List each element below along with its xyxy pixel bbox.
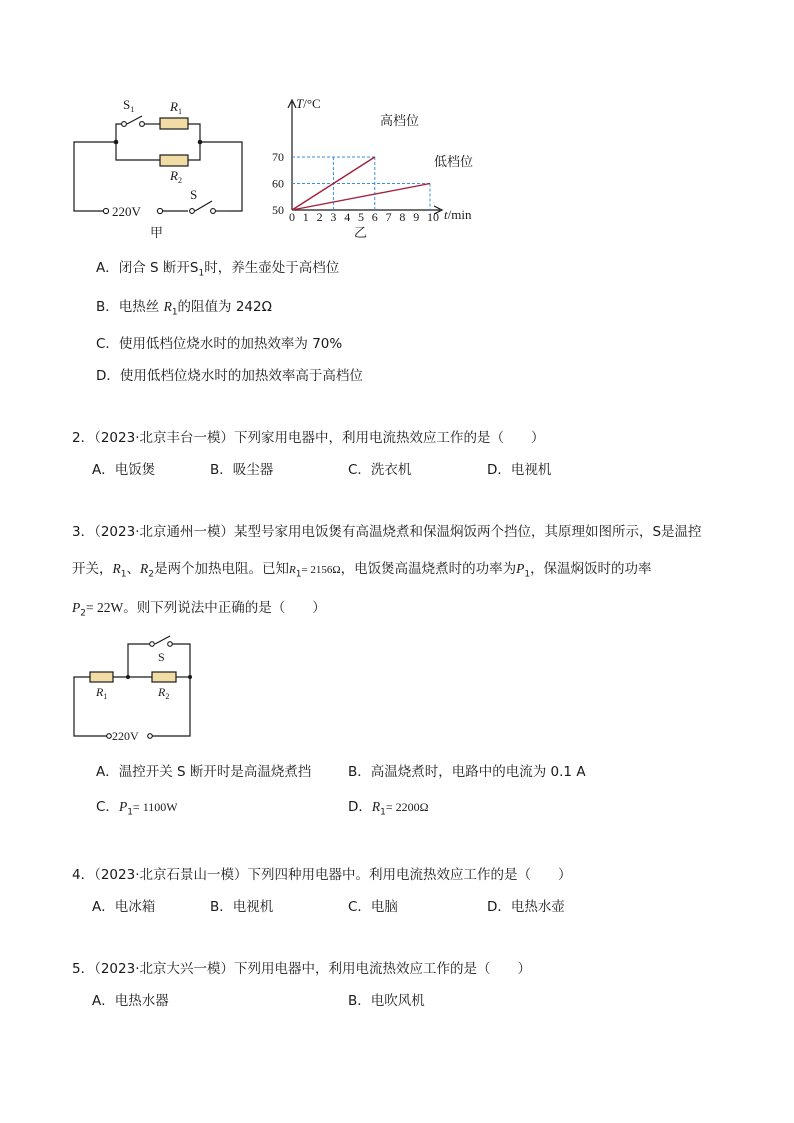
x-tick-label: 6 bbox=[371, 210, 378, 224]
label-r1: $R_1$ bbox=[170, 99, 182, 116]
caption-yi: 乙 bbox=[354, 225, 368, 240]
q5-option-a[interactable]: A．电热水器 bbox=[92, 993, 169, 1009]
x-tick-label: 5 bbox=[358, 210, 364, 224]
q3-option-d[interactable]: D．$R_1= 2200\Omega$ bbox=[348, 799, 429, 818]
x-tick-label: 0 bbox=[289, 210, 295, 224]
x-tick-label: 10 bbox=[427, 210, 439, 224]
q1-option-a[interactable]: A．闭合 S 断开$S_1$时，养生壶处于高档位 bbox=[96, 260, 340, 279]
label-s: S bbox=[190, 187, 198, 202]
x-tick-label: 7 bbox=[385, 210, 392, 224]
high-series-label: 高档位 bbox=[380, 113, 420, 128]
circuit-diagram-jia bbox=[60, 92, 260, 242]
q1-option-d[interactable]: D．使用低档位烧水时的加热效率高于高档位 bbox=[96, 368, 363, 384]
label-voltage: 220V bbox=[112, 204, 141, 219]
q3-label-r1: $R_1$ bbox=[96, 685, 108, 701]
y-tick-label: 50 bbox=[272, 203, 284, 217]
label-r2: $R_2$ bbox=[170, 168, 182, 185]
q2-option-c[interactable]: C．洗衣机 bbox=[348, 462, 412, 478]
q3-label-s: S bbox=[158, 650, 165, 664]
q1-option-b[interactable]: B．电热丝 $R_1$的阻值为 242Ω bbox=[96, 299, 272, 318]
caption-jia: 甲 bbox=[150, 225, 164, 240]
label-s1: $S_1$ bbox=[123, 97, 135, 114]
q4-option-a[interactable]: A．电冰箱 bbox=[92, 899, 156, 915]
q4-option-b[interactable]: B．电视机 bbox=[210, 899, 274, 915]
q3-option-c[interactable]: C．$P_1= 1100W$ bbox=[96, 799, 178, 818]
temperature-time-chart bbox=[268, 92, 490, 242]
y-axis-label: T/°C bbox=[296, 96, 321, 111]
circuit-diagram-q3 bbox=[66, 632, 206, 747]
q5-stem: 5．（2023·北京大兴一模）下列用电器中，利用电流热效应工作的是（ ） bbox=[72, 961, 531, 977]
x-tick-label: 8 bbox=[399, 210, 406, 224]
q4-option-d[interactable]: D．电热水壶 bbox=[487, 899, 565, 915]
q3-stem-line2: 开关，$R_1$、$R_2$是两个加热电阻。已知$R_1= 2156\Omega$，电饭煲高温烧煮时的功率为$P_1$，保温焖饭时的功率 bbox=[72, 561, 652, 580]
q3-label-r2: $R_2$ bbox=[158, 685, 170, 701]
x-tick-label: 9 bbox=[413, 210, 420, 224]
q3-option-a[interactable]: A．温控开关 S 断开时是高温烧煮挡 bbox=[96, 764, 312, 780]
y-tick-label: 60 bbox=[272, 176, 284, 191]
q3-stem-line3: $P_2= 22W$。则下列说法中正确的是（ ） bbox=[72, 600, 326, 619]
q3-label-voltage: 220V bbox=[112, 729, 139, 743]
y-tick-label: 70 bbox=[272, 150, 284, 164]
x-axis-label: t/min bbox=[444, 207, 472, 222]
x-tick-label: 1 bbox=[302, 210, 309, 224]
q2-option-b[interactable]: B．吸尘器 bbox=[210, 462, 274, 478]
x-tick-label: 3 bbox=[330, 210, 337, 224]
low-series-label: 低档位 bbox=[434, 154, 474, 169]
q5-option-b[interactable]: B．电吹风机 bbox=[348, 993, 425, 1009]
q2-option-d[interactable]: D．电视机 bbox=[487, 462, 552, 478]
q3-stem-line1: 3．（2023·北京通州一模）某型号家用电饭煲有高温烧煮和保温焖饭两个挡位，其原理如图所示，S是温控 bbox=[72, 524, 702, 540]
q4-option-c[interactable]: C．电脑 bbox=[348, 899, 398, 915]
q1-option-c[interactable]: C．使用低档位烧水时的加热效率为 70% bbox=[96, 336, 343, 352]
q4-stem: 4．（2023·北京石景山一模）下列四种用电器中。利用电流热效应工作的是（ ） bbox=[72, 867, 572, 883]
q2-option-a[interactable]: A．电饭煲 bbox=[92, 462, 156, 478]
q3-option-b[interactable]: B．高温烧煮时，电路中的电流为 0.1 A bbox=[348, 764, 586, 780]
x-tick-label: 4 bbox=[344, 210, 351, 224]
x-tick-label: 2 bbox=[316, 210, 323, 224]
q2-stem: 2．（2023·北京丰台一模）下列家用电器中，利用电流热效应工作的是（ ） bbox=[72, 430, 545, 446]
